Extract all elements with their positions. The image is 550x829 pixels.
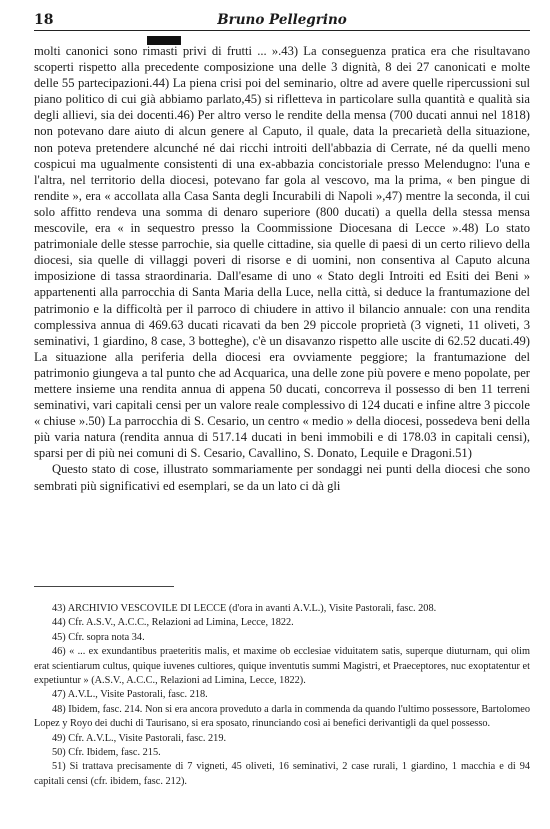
running-head: Bruno Pellegrino: [217, 12, 347, 28]
body-text: [34, 43, 530, 494]
footnote: 46) « ... ex exundantibus praeteritis malis, et maxime ob ecclesiae viduitatem satis, superque diuturnam, qui olim erat scientiarum cultus, quique iuvenes cultiores, quique inventutis summi Magistri, et Praeceptores, nuc exoptatentur et expetiuntur » (A.S.V., A.C.C., Relazioni ad Limina, Lecce, 1822).: [34, 646, 530, 687]
footnote: 47) A.V.L., Visite Pastorali, fasc. 218.: [52, 689, 208, 701]
footnote: 50) Cfr. Ibidem, fasc. 215.: [52, 747, 161, 759]
body-paragraph: molti canonici sono rimasti privi di frutti ... ».43) La conseguenza pratica era che risultavano scoperti rispetto alla precedente composizione una delle 3 dignità, 8 dei 27 canonicati e molte delle 55 partecipazioni.44) La piena crisi poi del seminario, oltre ad avere quelle ripercussioni sul piano politico di cui già abbiamo parlato,45) si rifletteva in particolare sulla quantità e qualità sia degli allievi, sia dei docenti.46) Per altro verso le rendite della mensa (700 ducati annui nel 1818) non potevano dare aiuto di alcun genere al Caputo, il quale, data la precarietà della situazione, non poteva pretendere alcunché né dai ricchi introiti dell'abbazia di Cerrate, né da quelli meno cospicui ma ugualmente consistenti di una ex-abbazia concistoriale presso Melendugno: l'una e l'altra, nel territorio della diocesi, potevano far gola al vescovo, ma la prima, « ben pingue di rendite », era « accollata alla Casa Santa degli Incurabili di Napoli »,47) mentre la seconda, il cui solo affitto rendeva una somma di denaro superiore (800 ducati) a quella della stessa mensa mescovile, era « in sequestro presso la Coommissione Diocesana di Lecce ».48) Lo stato patrimoniale delle stesse parrochie, sia quelle cittadine, sia quelle di paesi di un certo rilievo della diocesi, sia quelle di villaggi poveri di risorse e di uomini, non consentiva al Caputo alcuna imposizione di tassa straordinaria. Dall'esame di uno « Stato degli Introiti ed Esiti dei Beni » appartenenti alla parrocchia di Santa Maria della Luce, nella città, si deduce la frantumazione del patrimonio e la difficoltà per il parroco di chiudere in attivo il bilancio annuale: con una rendita complessiva annua di 469.63 ducati ricavati da ben 29 piccole proprietà (3 vigneti, 11 oliveti, 3 seminativi, 1 giardino, 8 case, 3 botteghe), c'è un disavanzo rispetto alle uscite di 62.52 ducati.49) La situazione alla periferia della diocesi era ovviamente peggiore; la frantumazione del patrimonio giungeva a tal punto che ad Acquarica, una delle zone più povere e meno popolate, per mettere insieme una rendita annua di appena 50 ducati, concorreva il possesso di ben 11 terreni seminativi, vari capitali censi per un valore reale complessivo di 124 ducati e infine altre 3 piccole « chiuse ».50) La parrocchia di S. Cesario, un centro « medio » della diocesi, possedeva beni della più varia natura (rendita annua di 517.14 ducati in beni immobili e di 178.03 in capitali censi), sparsi per di più nei comuni di S. Cesario, Cavallino, S. Donato, Lequile e Dragoni.51): [34, 44, 530, 461]
footnote: 45) Cfr. sopra nota 34.: [52, 631, 145, 643]
footnote: 43) ARCHIVIO VESCOVILE DI LECCE (d'ora in avanti A.V.L.), Visite Pastorali, fasc. 208.: [52, 603, 437, 614]
footnote-rule: [34, 586, 174, 587]
header-rule: [34, 30, 530, 31]
body-paragraph: Questo stato di cose, illustrato sommariamente per sondaggi nei punti della diocesi che sono sembrati più significativi ed esemplari, se da un lato ci dà gli: [34, 462, 530, 493]
footnote: 48) Ibidem, fasc. 214. Non si era ancora proveduto a darla in commenda da quando l'ultimo possessore, Bartolomeo Lopez y Royo dei duchi di Taurisano, si era sposato, rinunciando così ai benefici derivantigli da quel possesso.: [34, 703, 530, 730]
footnote: 49) Cfr. A.V.L., Visite Pastorali, fasc. 219.: [52, 732, 227, 744]
footnotes: [34, 602, 530, 789]
page-number: 18: [34, 12, 54, 28]
footnote: 51) Si trattava precisamente di 7 vigneti, 45 oliveti, 16 seminativi, 2 case rurali, 1 giardino, 1 macchia e di 94 capitali censi (cfr. ibidem, fasc. 212).: [34, 761, 530, 787]
footnote: 44) Cfr. A.S.V., A.C.C., Relazioni ad Limina, Lecce, 1822.: [52, 617, 294, 629]
